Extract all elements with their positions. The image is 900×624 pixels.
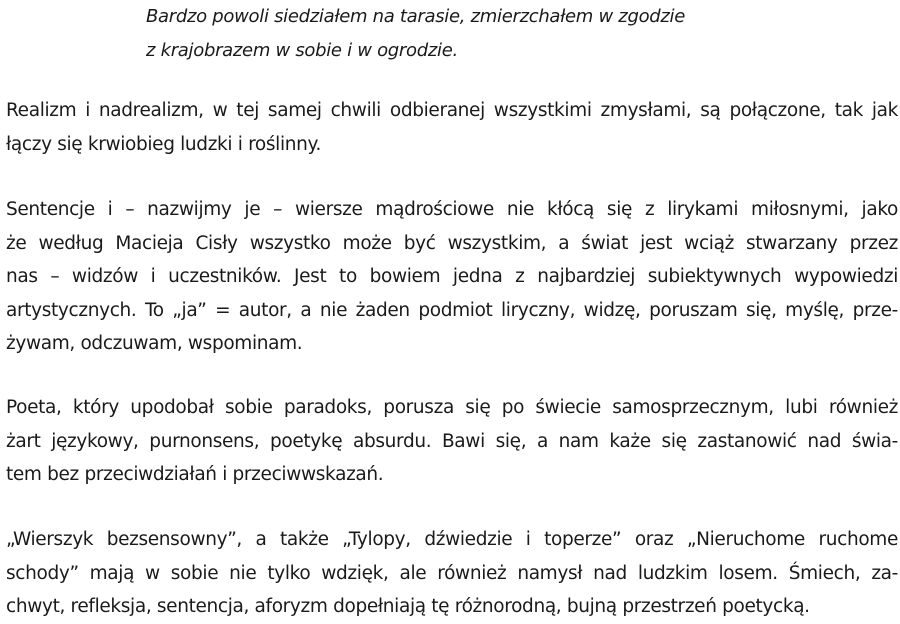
text-line: Sentencje i – nazwijmy je – wiersze mądrościowe nie kłócą się z lirykami miłosnymi, jako	[6, 199, 898, 220]
verse-line: z krajobrazem w sobie i w ogrodzie.	[146, 40, 458, 61]
paragraph-poems	[6, 523, 898, 624]
quoted-verse	[146, 0, 685, 68]
text-line: artystycznych. To „ja” = autor, a nie żaden podmiot liryczny, widzę, poruszam się, myślę, prze-	[6, 299, 898, 321]
paragraph-realism	[6, 94, 898, 161]
text-line: „Wierszyk bezsensowny”, a także „Tylopy, dźwiedzie i toperze” oraz „Nieruchome ruchome	[6, 529, 898, 550]
text-line: schody” mają w sobie nie tylko wdzięk, ale również namysł nad ludzkim losem. Śmiech, za-	[6, 562, 898, 584]
verse-line: Bardzo powoli siedziałem na tarasie, zmierzchałem w zgodzie	[146, 6, 686, 27]
text-line: żart językowy, purnonsens, poetykę absurdu. Bawi się, a nam każe się zastanowić nad świa-	[6, 430, 898, 452]
paragraph-poet	[6, 391, 898, 492]
text-line: że według Macieja Cisły wszystko może być wszystkim, a świat jest wciąż stwarzany przez	[6, 232, 898, 254]
text-line: Poeta, który upodobał sobie paradoks, porusza się po świecie samosprzecznym, lubi również	[6, 397, 898, 418]
paragraph-sentences	[6, 193, 898, 361]
text-line: chwyt, refleksja, sentencja, aforyzm dopełniają tę różnorodną, bujną przestrzeń poetycką.	[6, 596, 810, 617]
text-line: Realizm i nadrealizm, w tej samej chwili odbieranej wszystkimi zmysłami, są połączone, tak jak	[6, 100, 898, 121]
text-line: tem bez przeciwdziałań i przeciwwskazań.	[6, 464, 384, 485]
text-line: żywam, odczuwam, wspominam.	[6, 333, 303, 354]
text-line: nas – widzów i uczestników. Jest to bowiem jedna z najbardziej subiektywnych wypowiedzi	[6, 266, 898, 287]
text-line: łączy się krwiobieg ludzki i roślinny.	[6, 133, 321, 155]
